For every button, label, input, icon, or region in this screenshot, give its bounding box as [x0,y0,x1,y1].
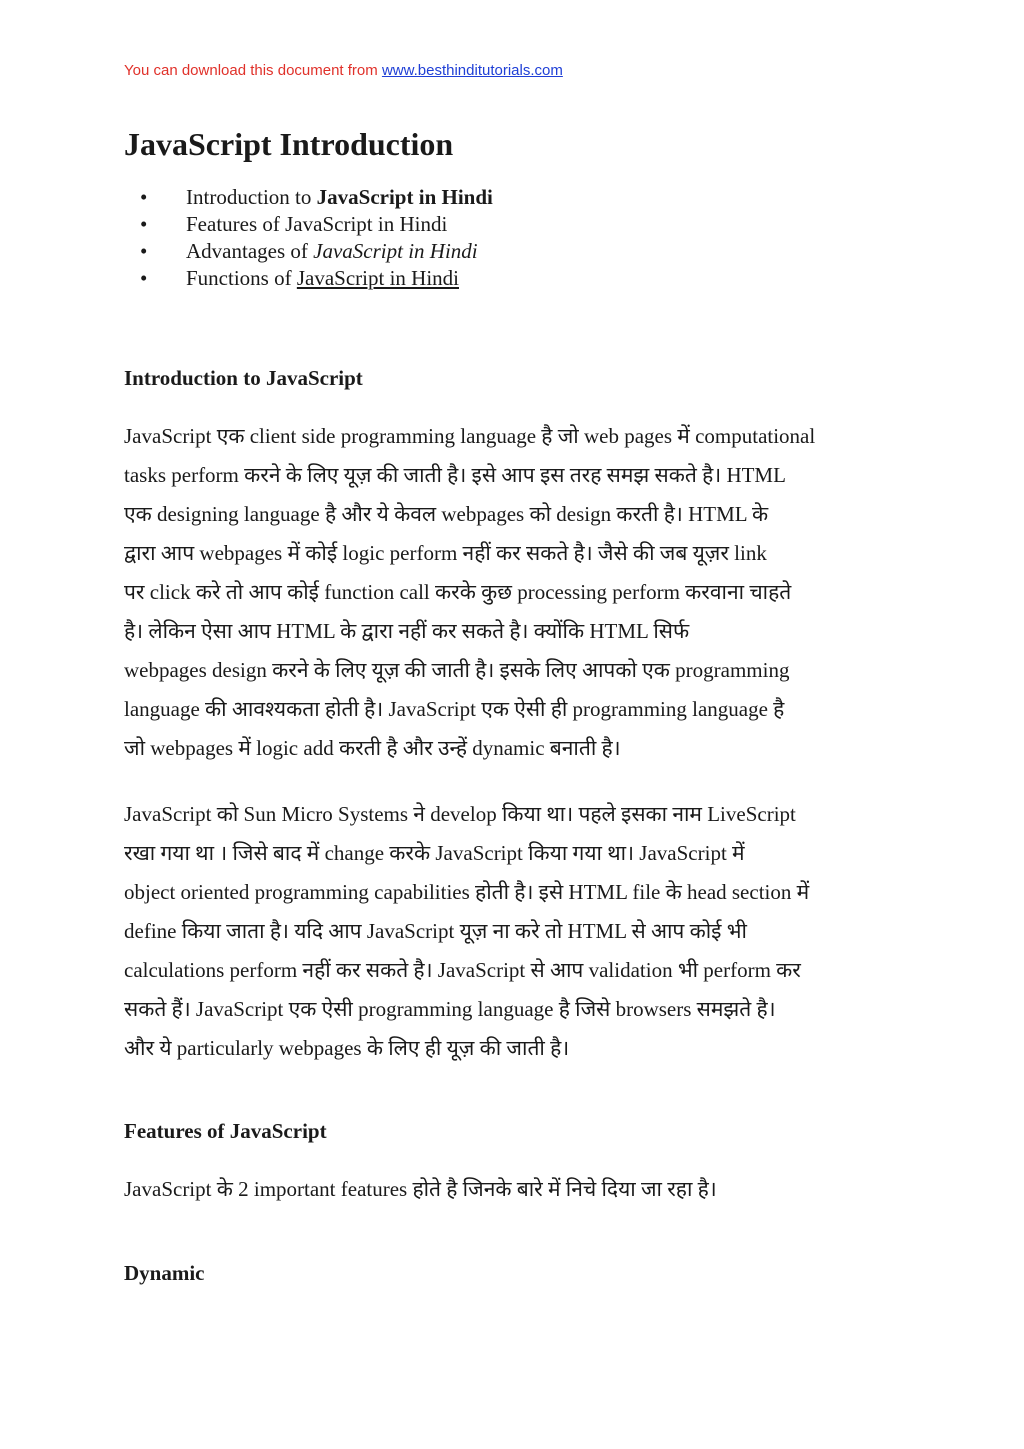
topic-text: Functions of [186,266,297,290]
topic-text: Advantages of [186,239,314,263]
heading-dynamic: Dynamic [124,1261,205,1285]
paragraph-line: पर click करे तो आप कोई function call करके कुछ processing perform करवाना चाहते [124,580,792,604]
paragraph-line: define किया जाता है। यदि आप JavaScript यूज़ ना करे तो HTML से आप कोई भी [124,919,747,943]
paragraph-history [124,795,914,1068]
download-link[interactable]: www.besthinditutorials.com [381,62,563,79]
topic-item-introduction [124,184,493,211]
paragraph-line: JavaScript एक client side programming language है जो web pages में computational [124,424,816,448]
download-notice [124,62,563,79]
paragraph-line: tasks perform करने के लिए यूज़ की जाती है। इसे आप इस तरह समझ सकते है। HTML [124,463,786,487]
topic-list [124,184,493,292]
paragraph-line: और ये particularly webpages के लिए ही यूज़ की जाती है। [124,1036,570,1060]
paragraph-line: JavaScript को Sun Micro Systems ने develop किया था। पहले इसका नाम LiveScript [124,802,796,826]
paragraph-line: JavaScript के 2 important features होते है जिनके बारे में निचे दिया जा रहा है। [124,1177,717,1201]
heading-features: Features of JavaScript [124,1119,327,1143]
document-title: JavaScript Introduction [124,126,454,162]
paragraph-line: द्वारा आप webpages में कोई logic perform नहीं कर सकते है। जैसे की जब यूज़र link [124,541,767,565]
download-notice-text: You can download this document from [124,62,382,79]
topic-item-advantages [124,238,493,265]
topic-text: Introduction to [186,185,317,209]
paragraph-features [124,1170,914,1209]
paragraph-line: जो webpages में logic add करती है और उन्हें dynamic बनाती है। [124,736,621,760]
paragraph-line: एक designing language है और ये केवल webpages को design करती है। HTML के [124,502,769,526]
paragraph-line: है। लेकिन ऐसा आप HTML के द्वारा नहीं कर सकते है। क्योंकि HTML सिर्फ [124,619,690,643]
paragraph-introduction [124,417,914,768]
paragraph-line: calculations perform नहीं कर सकते है। JavaScript से आप validation भी perform कर [124,958,801,982]
heading-introduction: Introduction to JavaScript [124,366,363,390]
paragraph-line: language की आवश्यकता होती है। JavaScript एक ऐसी ही programming language है [124,697,785,721]
topic-emphasis: JavaScript in Hindi [313,239,478,263]
paragraph-line: webpages design करने के लिए यूज़ की जाती है। इसके लिए आपको एक programming [124,658,790,682]
topic-item-functions [124,265,493,292]
paragraph-line: रखा गया था । जिसे बाद में change करके JavaScript किया गया था। JavaScript में [124,841,745,865]
topic-emphasis: JavaScript in Hindi [296,266,459,290]
topic-item-features [124,211,493,238]
paragraph-line: सकते हैं। JavaScript एक ऐसी programming language है जिसे browsers समझते है। [124,997,776,1021]
topic-text: Features of JavaScript in Hindi [186,212,448,236]
topic-emphasis: JavaScript in Hindi [316,185,493,209]
paragraph-line: object oriented programming capabilities होती है। इसे HTML file के head section में [124,880,810,904]
